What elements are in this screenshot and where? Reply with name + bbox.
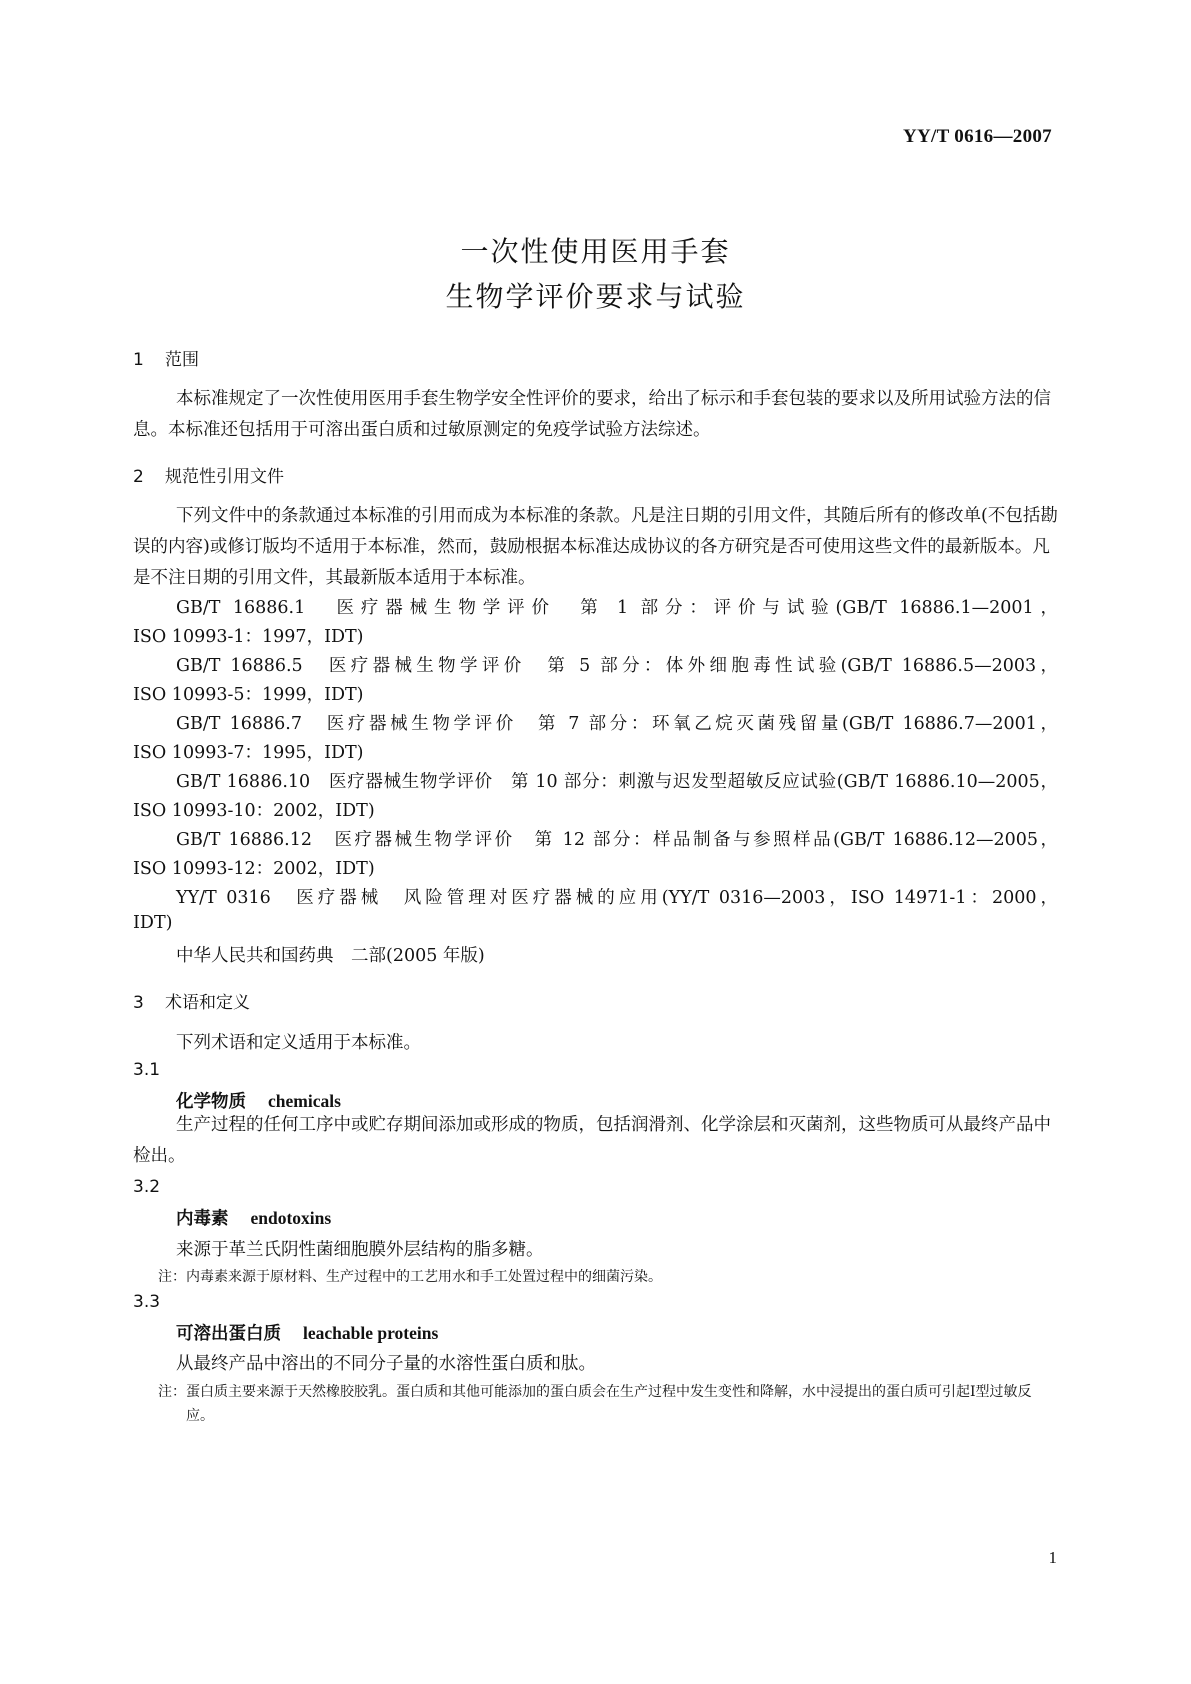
term-english: leachable proteins	[303, 1323, 439, 1343]
section-heading	[133, 462, 284, 487]
reference-line: YY/T 0316 医疗器械 风险管理对医疗器械的应用(YY/T 0316—2003，ISO 14971-1：2000，	[176, 888, 1058, 908]
section-title: 规范性引用文件	[165, 467, 284, 487]
reference-line: ISO 10993-1：1997，IDT)	[133, 627, 364, 647]
section-title: 范围	[165, 350, 199, 370]
reference-line: GB/T 16886.5 医疗器械生物学评价 第 5 部分：体外细胞毒性试验(GB/T 16886.5—2003，	[176, 656, 1058, 676]
reference-line: GB/T 16886.12 医疗器械生物学评价 第 12 部分：样品制备与参照样品(GB/T 16886.12—2005，	[176, 830, 1058, 850]
term-name	[176, 1205, 331, 1230]
term-english: endotoxins	[250, 1208, 332, 1228]
reference-line: ISO 10993-10：2002，IDT)	[133, 801, 375, 821]
term-chinese: 内毒素	[176, 1209, 229, 1229]
section-title: 术语和定义	[165, 993, 250, 1013]
normative-references-paragraph: 下列文件中的条款通过本标准的引用而成为本标准的条款。凡是注日期的引用文件，其随后所有的修改单(不包括勘误的内容)或修订版均不适用于本标准，然而，鼓励根据本标准达成协议的各方研究是否可使用这些文件的最新版本。凡是不注日期的引用文件，其最新版本适用于本标准。	[133, 506, 1058, 588]
term-note: 注：内毒素来源于原材料、生产过程中的工艺用水和手工处置过程中的细菌污染。	[158, 1269, 662, 1285]
term-number: 3.1	[133, 1060, 161, 1080]
reference-line: IDT)	[133, 913, 173, 933]
section-number: 3	[133, 993, 144, 1013]
reference-line: GB/T 16886.7 医疗器械生物学评价 第 7 部分：环氧乙烷灭菌残留量(GB/T 16886.7—2001，	[176, 714, 1058, 734]
section-number: 2	[133, 467, 144, 487]
reference-line: GB/T 16886.1 医疗器械生物学评价 第 1 部分：评价与试验(GB/T 16886.1—2001，	[176, 598, 1058, 618]
document-title-line1: 一次性使用医用手套	[460, 235, 731, 268]
reference-line: ISO 10993-12：2002，IDT)	[133, 859, 375, 879]
term-number: 3.2	[133, 1177, 161, 1197]
document-title-line2: 生物学评价要求与试验	[445, 280, 746, 313]
reference-line: ISO 10993-5：1999，IDT)	[133, 685, 364, 705]
term-english: chemicals	[268, 1091, 341, 1111]
section-heading	[133, 345, 199, 370]
page-number: 1	[1048, 1548, 1057, 1567]
term-note-text: 注：蛋白质主要来源于天然橡胶胶乳。蛋白质和其他可能添加的蛋白质会在生产过程中发生变性和降解，水中浸提出的蛋白质可引起Ⅰ型过敏反应。	[158, 1384, 1032, 1424]
term-definition: 从最终产品中溶出的不同分子量的水溶性蛋白质和肽。	[176, 1354, 596, 1374]
section-number: 1	[133, 350, 144, 370]
term-number: 3.3	[133, 1292, 161, 1312]
term-definition: 生产过程的任何工序中或贮存期间添加或形成的物质，包括润滑剂、化学涂层和灭菌剂，这些物质可从最终产品中检出。	[133, 1115, 1051, 1166]
term-definition: 来源于革兰氏阴性菌细胞膜外层结构的脂多糖。	[176, 1240, 544, 1260]
section-heading	[133, 988, 250, 1013]
reference-line: 中华人民共和国药典 二部(2005 年版)	[176, 946, 485, 966]
term-chinese: 化学物质	[176, 1092, 246, 1112]
reference-line: GB/T 16886.10 医疗器械生物学评价 第 10 部分：刺激与迟发型超敏反应试验(GB/T 16886.10—2005，	[176, 772, 1058, 792]
term-name	[176, 1320, 438, 1345]
terms-intro: 下列术语和定义适用于本标准。	[176, 1033, 421, 1053]
term-note	[158, 1380, 1058, 1428]
standard-code: YY/T 0616—2007	[902, 126, 1052, 147]
scope-paragraph: 本标准规定了一次性使用医用手套生物学安全性评价的要求，给出了标示和手套包装的要求以及所用试验方法的信息。本标准还包括用于可溶出蛋白质和过敏原测定的免疫学试验方法综述。	[133, 389, 1051, 440]
term-chinese: 可溶出蛋白质	[176, 1324, 281, 1344]
reference-line: ISO 10993-7：1995，IDT)	[133, 743, 364, 763]
